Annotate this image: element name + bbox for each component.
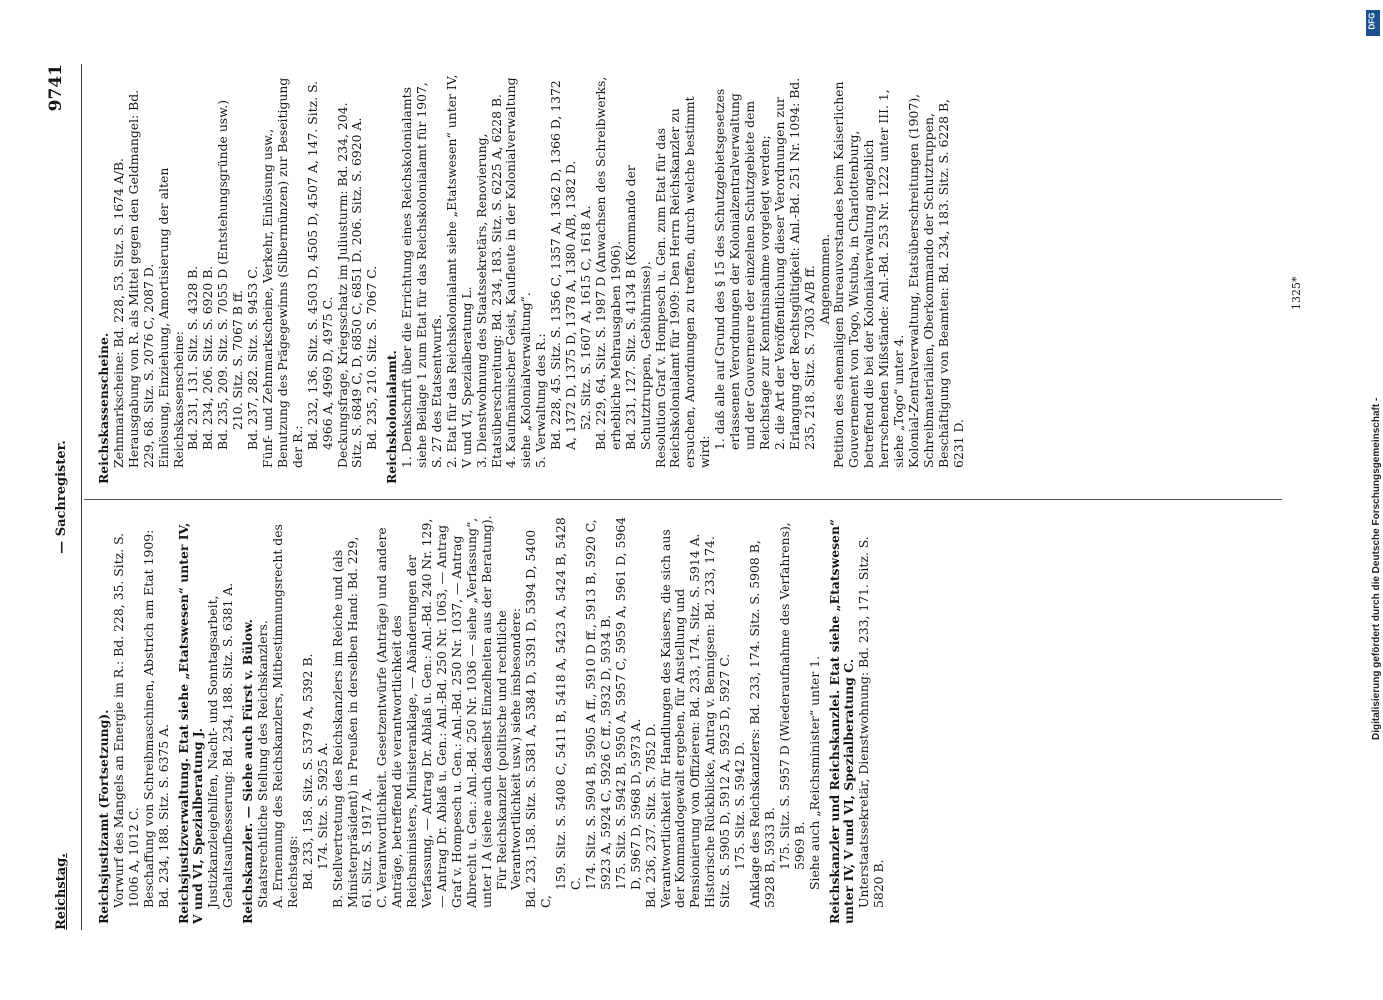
entry-line: Fünf- und Zehnmarkscheine, Verkehr, Einlösung usw., Benutzung des Prägegewinns (Silbermünzen) zur Beseitigung der R.: — [259, 77, 305, 468]
entry-heading: Reichsjustizverwaltung. Etat siehe „Etatswesen“ unter IV, V und VI, Spezialberatung J. — [175, 522, 206, 924]
entry-heading: Reichskassenscheine. — [96, 332, 111, 484]
entry-line: Für Reichskanzler (politische und rechtliche Verantwortlichkeit usw.) siehe insbesondere: — [493, 607, 524, 890]
entry-line: 2. Etat für das Reichskolonialamt siehe „Etatswesen“ unter IV, V und VI, Spezialberatung L. — [443, 74, 474, 468]
entry-heading: Reichskanzler. — Siehe auch Fürst v. Bülow. — [240, 619, 256, 924]
entry-line: Bd. 237, 282. Sitz. S. 9453 C. — [245, 265, 261, 450]
entry-line: Bd. 228, 45. Sitz. S. 1356 C, 1357 A, 1362 D, 1366 D, 1372 A, 1372 D, 1375 D, 1378 A, 1380 A/B, 1382 D. — [548, 80, 579, 450]
entry-line: Unterstaatssekretär, Dienstwohnung: Bd. 233, 171. Sitz. S. 5820 B. — [856, 536, 887, 908]
entry-line: 3. Dienstwohnung des Staatssekretärs, Renovierung, Etatsüberschreitung: Bd. 234, 183. Sitz. S. 6225 A, 6228 B. — [473, 94, 504, 468]
header-center: — Sachregister. — [54, 440, 69, 554]
header-rule — [81, 64, 82, 930]
entry-line: Bd. 234, 206. Sitz. S. 6920 B. — [200, 265, 216, 450]
entry-line: Angenommen. — [816, 233, 832, 325]
entry-line: 210. Sitz. S. 7067 B ff. — [230, 289, 246, 430]
entry-line: 1. Denkschrift über die Errichtung eines Reichskolonialamts siehe Beilage 1 zum Etat für das Reichskolonialamt für 1907, S. 27 des Etatsentwurfs. — [399, 82, 444, 468]
side-note — [1369, 0, 1383, 1000]
footer-mark: 1325* — [1290, 276, 1303, 310]
entry-line: C. Verantwortlichkeit. Gesetzentwürfe (Anträge) und andere Anträge, betreffend die verantwortlichkeit des Reichsministers, Ministeranklage, — Abänderungen der Verfassung, — Antrag Dr. Ablaß u. Gen.: Anl.-Bd. 240 Nr. 129, — Antrag Dr. Ablaß u. Gen.: Anl.-Bd. 250 Nr. 1063, — Antrag Graf v. Hompesch u. Gen.: Anl.-Bd. 250 Nr. 1037, — Antrag Albrecht u. Gen.: Anl.-Bd. 250 Nr. 1036 — siehe „Verfassung“, unter I A (siehe auch daselbst Einzelheiten aus der Beratung). — [374, 515, 494, 908]
entry-line: Bd. 231, 131. Sitz. S. 4328 B. — [185, 265, 201, 450]
entry-line: Bd. 235, 209. Sitz. S. 7055 D (Entstehungsgründe usw.) — [215, 99, 231, 450]
entry-line: Petition des ehemaligen Bureauvorstandes beim Kaiserlichen Gouvernement von Togo, Wistuba, in Charlottenburg, betreffend die bei der Kolonialverwaltung angeblich herrschenden Mißstände: Anl.-Bd. 253 Nr. 1222 unter III. 1, siehe „Togo“ unter 4. — [831, 81, 907, 468]
right-column — [92, 74, 967, 484]
entry-line: Bd. 233, 158. Sitz. S. 5379 A, 5392 B. — [299, 653, 315, 890]
entry-line: Bd. 236, 237. Sitz. S. 7852 D. — [642, 723, 658, 908]
header-left: Reichstag. — [54, 853, 69, 930]
entry-line: 174. Sitz. S. 5925 A. — [314, 742, 330, 870]
entry-line: Resolution Graf v. Hompesch u. Gen. zum Etat für das Reichskolonialamt für 1909: Den Herrn Reichskanzler zu ersuchen, Anordnungen zu treffen, durch welche bestimmt wird: — [652, 96, 713, 468]
entry-line: Bd. 233, 158. Sitz. S. 5381 A, 5384 D, 5391 D, 5394 D, 5400 C, — [523, 529, 554, 908]
entry-line: Beschaffung von Schreibmaschinen, Abstrich am Etat 1909: Bd. 234, 188. Sitz. S. 6375 A. — [140, 529, 171, 908]
entry-line: Justizkanzleigehilfen, Nacht- und Sonntagsarbeit, Gehaltsaufbesserung: Bd. 234, 188. Sitz. S. 6381 A. — [205, 582, 236, 908]
entry-line: A. Ernennung des Reichskanzlers, Mitbestimmungsrecht des Reichstags: — [269, 524, 300, 908]
entry-line: 1. daß alle auf Grund des § 15 des Schutzgebietsgesetzes erlassenen Verordnungen der Kolonialzentralverwaltung und der Gouverneure der einzelnen Schutzgebiete dem Reichstage zur Kenntnisnahme vorgelegt werden; — [712, 88, 772, 450]
entry-line: 159. Sitz. S. 5408 C, 5411 B, 5418 A, 5423 A, 5424 B, 5428 C. — [553, 517, 584, 890]
entry-line: Vorwurf des Mangels an Energie im R.: Bd. 228, 35. Sitz. S. 1006 A, 1012 C. — [110, 532, 141, 908]
entry-line: Siehe auch „Reichsminister“ unter 1. — [806, 655, 822, 890]
entry-line: Bd. 232, 136. Sitz. S. 4503 D, 4505 D, 4507 A, 147. Sitz. S. 4966 A, 4969 D, 4975 C. — [304, 80, 335, 450]
entry-line: Kolonial-Zentralverwaltung, Etatsüberschreitungen (1907), Schreibmaterialien, Oberkommando der Schutztruppen, Beschäftigung von Beamten: Bd. 234, 183. Sitz. S. 6228 B, 6231 D. — [905, 93, 966, 468]
left-column — [92, 514, 887, 924]
side-strip — [1366, 0, 1383, 1000]
entry-line: Einlösung, Einziehung, Amortisierung der alten Reichskassenscheine: — [155, 167, 186, 468]
entry-line: Bd. 229, 64. Sitz. S. 1987 D (Anwachsen des Schreibwerks, erhebliche Mehrausgaben 1906). — [592, 76, 623, 450]
entry-line: Bd. 231, 127. Sitz. S. 4134 B (Kommando der Schutztruppen, Gebührnisse). — [622, 165, 653, 450]
page-header — [46, 64, 76, 930]
entry-heading: Reichskolonialamt. — [384, 350, 400, 484]
entry-line: 175. Sitz. S. 5942 B, 5950 A, 5957 C, 5959 A, 5961 D, 5964 D, 5967 D, 5968 D, 5973 A. — [612, 516, 643, 890]
entry-heading: Reichsjustizamt (Fortsetzung). — [96, 709, 111, 924]
side-note-text: Digitalisierung gefördert durch die Deutsche Forschungsgemeinschaft - — [1371, 397, 1382, 740]
dfg-logo-text: DFG — [1367, 12, 1377, 30]
entry-line: Zehnmarkscheine: Bd. 228, 53. Sitz. S. 1674 A/B. — [110, 158, 126, 468]
entry-line: Historische Rückblicke, Antrag v. Bennigsen: Bd. 233, 174. Sitz. S. 5905 D, 5912 A, 5925 D, 5927 C. — [702, 536, 733, 908]
entry-line: 52. Sitz. S. 1607 A, 1615 C, 1618 A. — [578, 205, 593, 430]
column-divider — [84, 499, 1282, 500]
entry-line: 2. die Art der Veröffentlichung dieser Verordnungen zur Erlangung der Rechtsgültigkeit: Anl.-Bd. 251 Nr. 1094: Bd. 235, 218. Sitz. S. 7303 A/B ff. — [771, 77, 817, 450]
entry-line: Anklage des Reichskanzlers: Bd. 233, 174. Sitz. S. 5908 B, 5928 B, 5933 B. — [746, 540, 777, 908]
entry-line: 175. Sitz. S. 5942 D. — [732, 741, 748, 870]
entry-line: B. Stellvertretung des Reichskanzlers im Reiche und (als Ministerpräsident) in Preußen in derselben Hand: Bd. 229, 61. Sitz. S. 1917 A. — [329, 536, 375, 908]
entry-line: 4. Kaufmännischer Geist, Kaufleute in der Kolonialverwaltung siehe „Kolonialverwaltung“. — [503, 77, 534, 468]
entry-line: 174. Sitz. S. 5904 B, 5905 A ff., 5910 D ff., 5913 B, 5920 C, 5923 A, 5924 C, 5926 C ff., 5932 D, 5934 B. — [583, 519, 613, 890]
entry-line: Herausgabung von R. als Mittel gegen den Geldmangel: Bd. 229, 68. Sitz. S. 2076 C, 2087 D. — [125, 89, 156, 468]
entry-line: Deckungsfrage, Kriegsschatz im Juliusturm: Bd. 234, 204. Sitz. S. 6849 C, D, 6850 C, 6851 D. 206. Sitz. S. 6920 A. — [334, 102, 365, 468]
dfg-logo — [1366, 10, 1380, 36]
entry-heading: Reichskanzler und Reichskanzlei. Etat siehe „Etatswesen“ unter IV, V und VI, Spezialberatung C. — [826, 518, 857, 924]
entry-line: 5. Verwaltung des R.: — [533, 333, 549, 468]
entry-line: 175. Sitz. S. 5957 D (Wiederaufnahme des Verfahrens), 5969 B. — [776, 522, 807, 870]
entry-line: Staatsrechtliche Stellung des Reichskanzlers. — [255, 620, 271, 908]
entry-line: Bd. 235, 210. Sitz. S. 7067 C. — [364, 265, 380, 450]
entry-line: Verantwortlichkeit für Handlungen des Kaisers, die sich aus der Kommandogewalt ergeben, für Anstellung und Pensionierung von Offizieren: Bd. 233, 174. Sitz. S. 5914 A. — [657, 529, 703, 908]
page-number: 9741 — [46, 64, 66, 112]
